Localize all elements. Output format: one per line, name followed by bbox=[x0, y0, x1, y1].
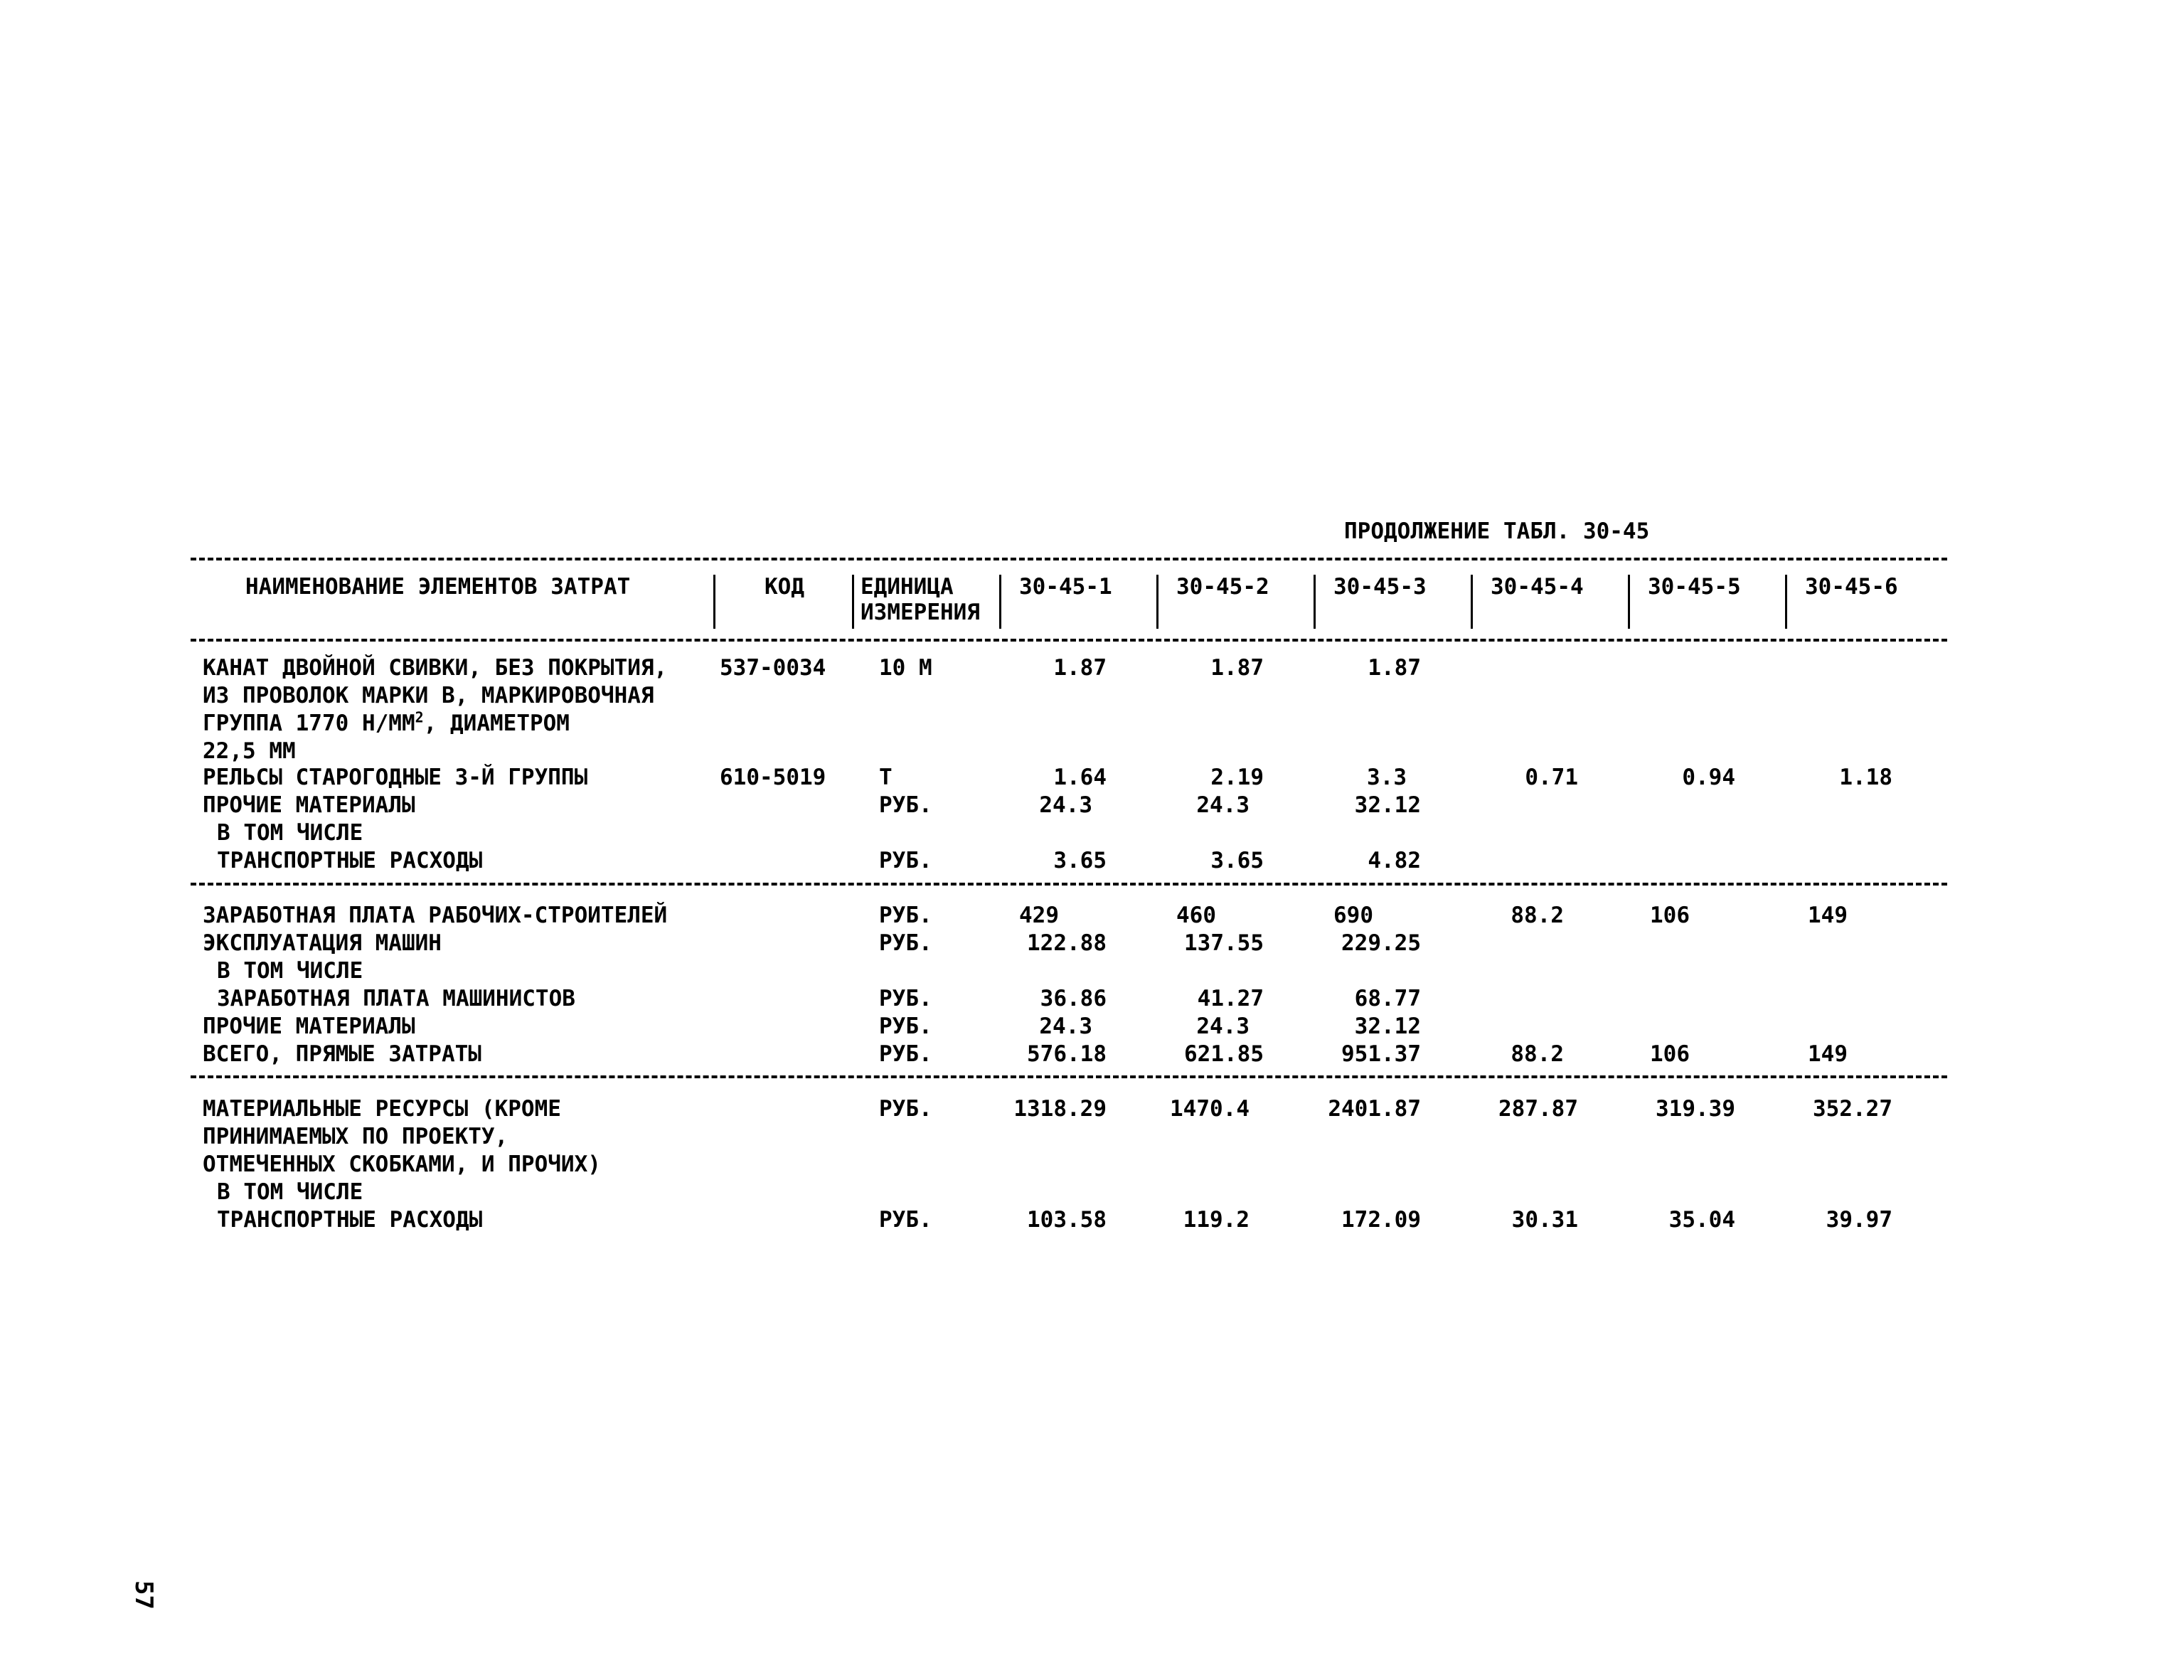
row-mat-name-l3: ОТМЕЧЕННЫХ СКОБКАМИ, И ПРОЧИХ) bbox=[203, 1152, 601, 1177]
row-prochie-name: ПРОЧИЕ МАТЕРИАЛЫ bbox=[203, 792, 415, 818]
row-relsy-val-2: 2.19 bbox=[1210, 765, 1264, 790]
row-prochie-name: ПРОЧИЕ МАТЕРИАЛЫ bbox=[203, 1014, 415, 1039]
row-ekspl-name: ЭКСПЛУАТАЦИЯ МАШИН bbox=[203, 930, 442, 956]
row-prochie-val-1: 24.3 bbox=[1039, 792, 1092, 818]
row-mat-val-1: 1318.29 bbox=[1013, 1096, 1107, 1122]
section-rule bbox=[191, 1075, 1947, 1078]
header-unit-line2: ИЗМЕРЕНИЯ bbox=[861, 600, 980, 625]
row-vsego-val-4: 88.2 bbox=[1511, 1041, 1564, 1067]
header-code: КОД bbox=[765, 574, 804, 600]
row-ekspl-unit: РУБ. bbox=[879, 930, 932, 956]
row-transport-unit: РУБ. bbox=[879, 848, 932, 873]
row-prochie-unit: РУБ. bbox=[879, 1014, 932, 1039]
row-prochie-val-2: 24.3 bbox=[1196, 1014, 1250, 1039]
row-mat-name-l1: МАТЕРИАЛЬНЫЕ РЕСУРСЫ (КРОМЕ bbox=[203, 1096, 561, 1122]
row-transport-val-2: 3.65 bbox=[1210, 848, 1264, 873]
row-vsego-name: ВСЕГО, ПРЯМЫЕ ЗАТРАТЫ bbox=[203, 1041, 481, 1067]
header-separator bbox=[1156, 575, 1158, 629]
row-transport-val-6: 39.97 bbox=[1826, 1207, 1892, 1233]
header-separator bbox=[999, 575, 1001, 629]
header-col-5: 30-45-5 bbox=[1648, 574, 1741, 600]
row-prochie-val-2: 24.3 bbox=[1196, 792, 1250, 818]
row-relsy-val-6: 1.18 bbox=[1839, 765, 1892, 790]
header-col-4: 30-45-4 bbox=[1491, 574, 1584, 600]
row-kanat-name-l4: 22,5 ММ bbox=[203, 738, 296, 764]
row-transport-name: ТРАНСПОРТНЫЕ РАСХОДЫ bbox=[217, 1207, 483, 1233]
row-mat-val-5: 319.39 bbox=[1656, 1096, 1735, 1122]
header-bottom-rule bbox=[191, 639, 1947, 642]
row-kanat-unit: 10 М bbox=[879, 655, 932, 681]
header-separator bbox=[713, 575, 715, 629]
row-vsego-val-3: 951.37 bbox=[1341, 1041, 1421, 1067]
header-unit-line1: ЕДИНИЦА bbox=[861, 574, 954, 600]
table-continuation-title: ПРОДОЛЖЕНИЕ ТАБЛ. 30-45 bbox=[1344, 519, 1650, 544]
row-zp-mash-val-3: 68.77 bbox=[1354, 986, 1421, 1011]
row-mat-name-l2: ПРИНИМАЕМЫХ ПО ПРОЕКТУ, bbox=[203, 1124, 508, 1149]
section-rule bbox=[191, 883, 1947, 886]
row-relsy-code: 610-5019 bbox=[720, 765, 826, 790]
row-zarplata-val-4: 88.2 bbox=[1511, 903, 1564, 928]
row-transport-val-3: 4.82 bbox=[1368, 848, 1421, 873]
header-separator bbox=[1471, 575, 1473, 629]
row-vsego-val-5: 106 bbox=[1650, 1041, 1690, 1067]
row-mat-val-6: 352.27 bbox=[1813, 1096, 1892, 1122]
row-kanat-name-l2: ИЗ ПРОВОЛОК МАРКИ В, МАРКИРОВОЧНАЯ bbox=[203, 683, 654, 708]
row-relsy-val-5: 0.94 bbox=[1682, 765, 1735, 790]
row-ekspl-val-3: 229.25 bbox=[1341, 930, 1421, 956]
row-transport-name: ТРАНСПОРТНЫЕ РАСХОДЫ bbox=[217, 848, 483, 873]
row-kanat-name-l1: КАНАТ ДВОЙНОЙ СВИВКИ, БЕЗ ПОКРЫТИЯ, bbox=[203, 655, 668, 681]
row-zarplata-unit: РУБ. bbox=[879, 903, 932, 928]
header-top-rule bbox=[191, 558, 1947, 560]
header-separator bbox=[852, 575, 854, 629]
row-transport-unit: РУБ. bbox=[879, 1207, 932, 1233]
row-relsy-name: РЕЛЬСЫ СТАРОГОДНЫЕ 3-Й ГРУППЫ bbox=[203, 765, 588, 790]
row-zarplata-val-3: 690 bbox=[1333, 903, 1373, 928]
row-relsy-val-1: 1.64 bbox=[1053, 765, 1107, 790]
row-zarplata-val-6: 149 bbox=[1808, 903, 1848, 928]
row-prochie-val-3: 32.12 bbox=[1354, 792, 1421, 818]
row-zarplata-val-1: 429 bbox=[1019, 903, 1059, 928]
row-prochie-val-3: 32.12 bbox=[1354, 1014, 1421, 1039]
row-zp-mash-name: ЗАРАБОТНАЯ ПЛАТА МАШИНИСТОВ bbox=[217, 986, 575, 1011]
row-kanat-val-2: 1.87 bbox=[1210, 655, 1264, 681]
row-kanat-val-3: 1.87 bbox=[1368, 655, 1421, 681]
row-transport-val-1: 3.65 bbox=[1053, 848, 1107, 873]
row-transport-val-2: 119.2 bbox=[1183, 1207, 1250, 1233]
row-kanat-code: 537-0034 bbox=[720, 655, 826, 681]
row-prochie-val-1: 24.3 bbox=[1039, 1014, 1092, 1039]
row-zp-mash-unit: РУБ. bbox=[879, 986, 932, 1011]
row-v-tom-chisle: В ТОМ ЧИСЛЕ bbox=[217, 1179, 363, 1205]
row-transport-val-3: 172.09 bbox=[1341, 1207, 1421, 1233]
row-zarplata-val-2: 460 bbox=[1176, 903, 1216, 928]
row-kanat-name-l3: ГРУППА 1770 $Н/ММ^2$, ДИАМЕТРОМ bbox=[203, 708, 570, 736]
row-vsego-val-6: 149 bbox=[1808, 1041, 1848, 1067]
row-relsy-val-3: 3.3 bbox=[1367, 765, 1407, 790]
row-relsy-val-4: 0.71 bbox=[1525, 765, 1578, 790]
row-kanat-val-1: 1.87 bbox=[1053, 655, 1107, 681]
row-zarplata-val-5: 106 bbox=[1650, 903, 1690, 928]
row-vsego-unit: РУБ. bbox=[879, 1041, 932, 1067]
row-ekspl-val-2: 137.55 bbox=[1184, 930, 1264, 956]
row-zp-mash-val-1: 36.86 bbox=[1040, 986, 1107, 1011]
row-mat-val-4: 287.87 bbox=[1498, 1096, 1578, 1122]
header-col-3: 30-45-3 bbox=[1333, 574, 1427, 600]
row-mat-val-2: 1470.4 bbox=[1170, 1096, 1250, 1122]
row-mat-val-3: 2401.87 bbox=[1328, 1096, 1421, 1122]
row-transport-val-1: 103.58 bbox=[1027, 1207, 1107, 1233]
page-number: 57 bbox=[129, 1580, 158, 1610]
header-name: НАИМЕНОВАНИЕ ЭЛЕМЕНТОВ ЗАТРАТ bbox=[245, 574, 631, 600]
row-vsego-val-2: 621.85 bbox=[1184, 1041, 1264, 1067]
header-col-2: 30-45-2 bbox=[1176, 574, 1269, 600]
row-relsy-unit: Т bbox=[879, 765, 893, 790]
row-transport-val-4: 30.31 bbox=[1511, 1207, 1578, 1233]
row-v-tom-chisle: В ТОМ ЧИСЛЕ bbox=[217, 958, 363, 984]
header-separator bbox=[1628, 575, 1630, 629]
row-prochie-unit: РУБ. bbox=[879, 792, 932, 818]
row-mat-unit: РУБ. bbox=[879, 1096, 932, 1122]
header-separator bbox=[1314, 575, 1316, 629]
header-col-6: 30-45-6 bbox=[1805, 574, 1898, 600]
header-separator bbox=[1785, 575, 1787, 629]
row-ekspl-val-1: 122.88 bbox=[1027, 930, 1107, 956]
row-zp-mash-val-2: 41.27 bbox=[1197, 986, 1264, 1011]
row-zarplata-name: ЗАРАБОТНАЯ ПЛАТА РАБОЧИХ-СТРОИТЕЛЕЙ bbox=[203, 903, 668, 928]
header-col-1: 30-45-1 bbox=[1019, 574, 1112, 600]
row-v-tom-chisle: В ТОМ ЧИСЛЕ bbox=[217, 820, 363, 846]
row-transport-val-5: 35.04 bbox=[1668, 1207, 1735, 1233]
row-vsego-val-1: 576.18 bbox=[1027, 1041, 1107, 1067]
